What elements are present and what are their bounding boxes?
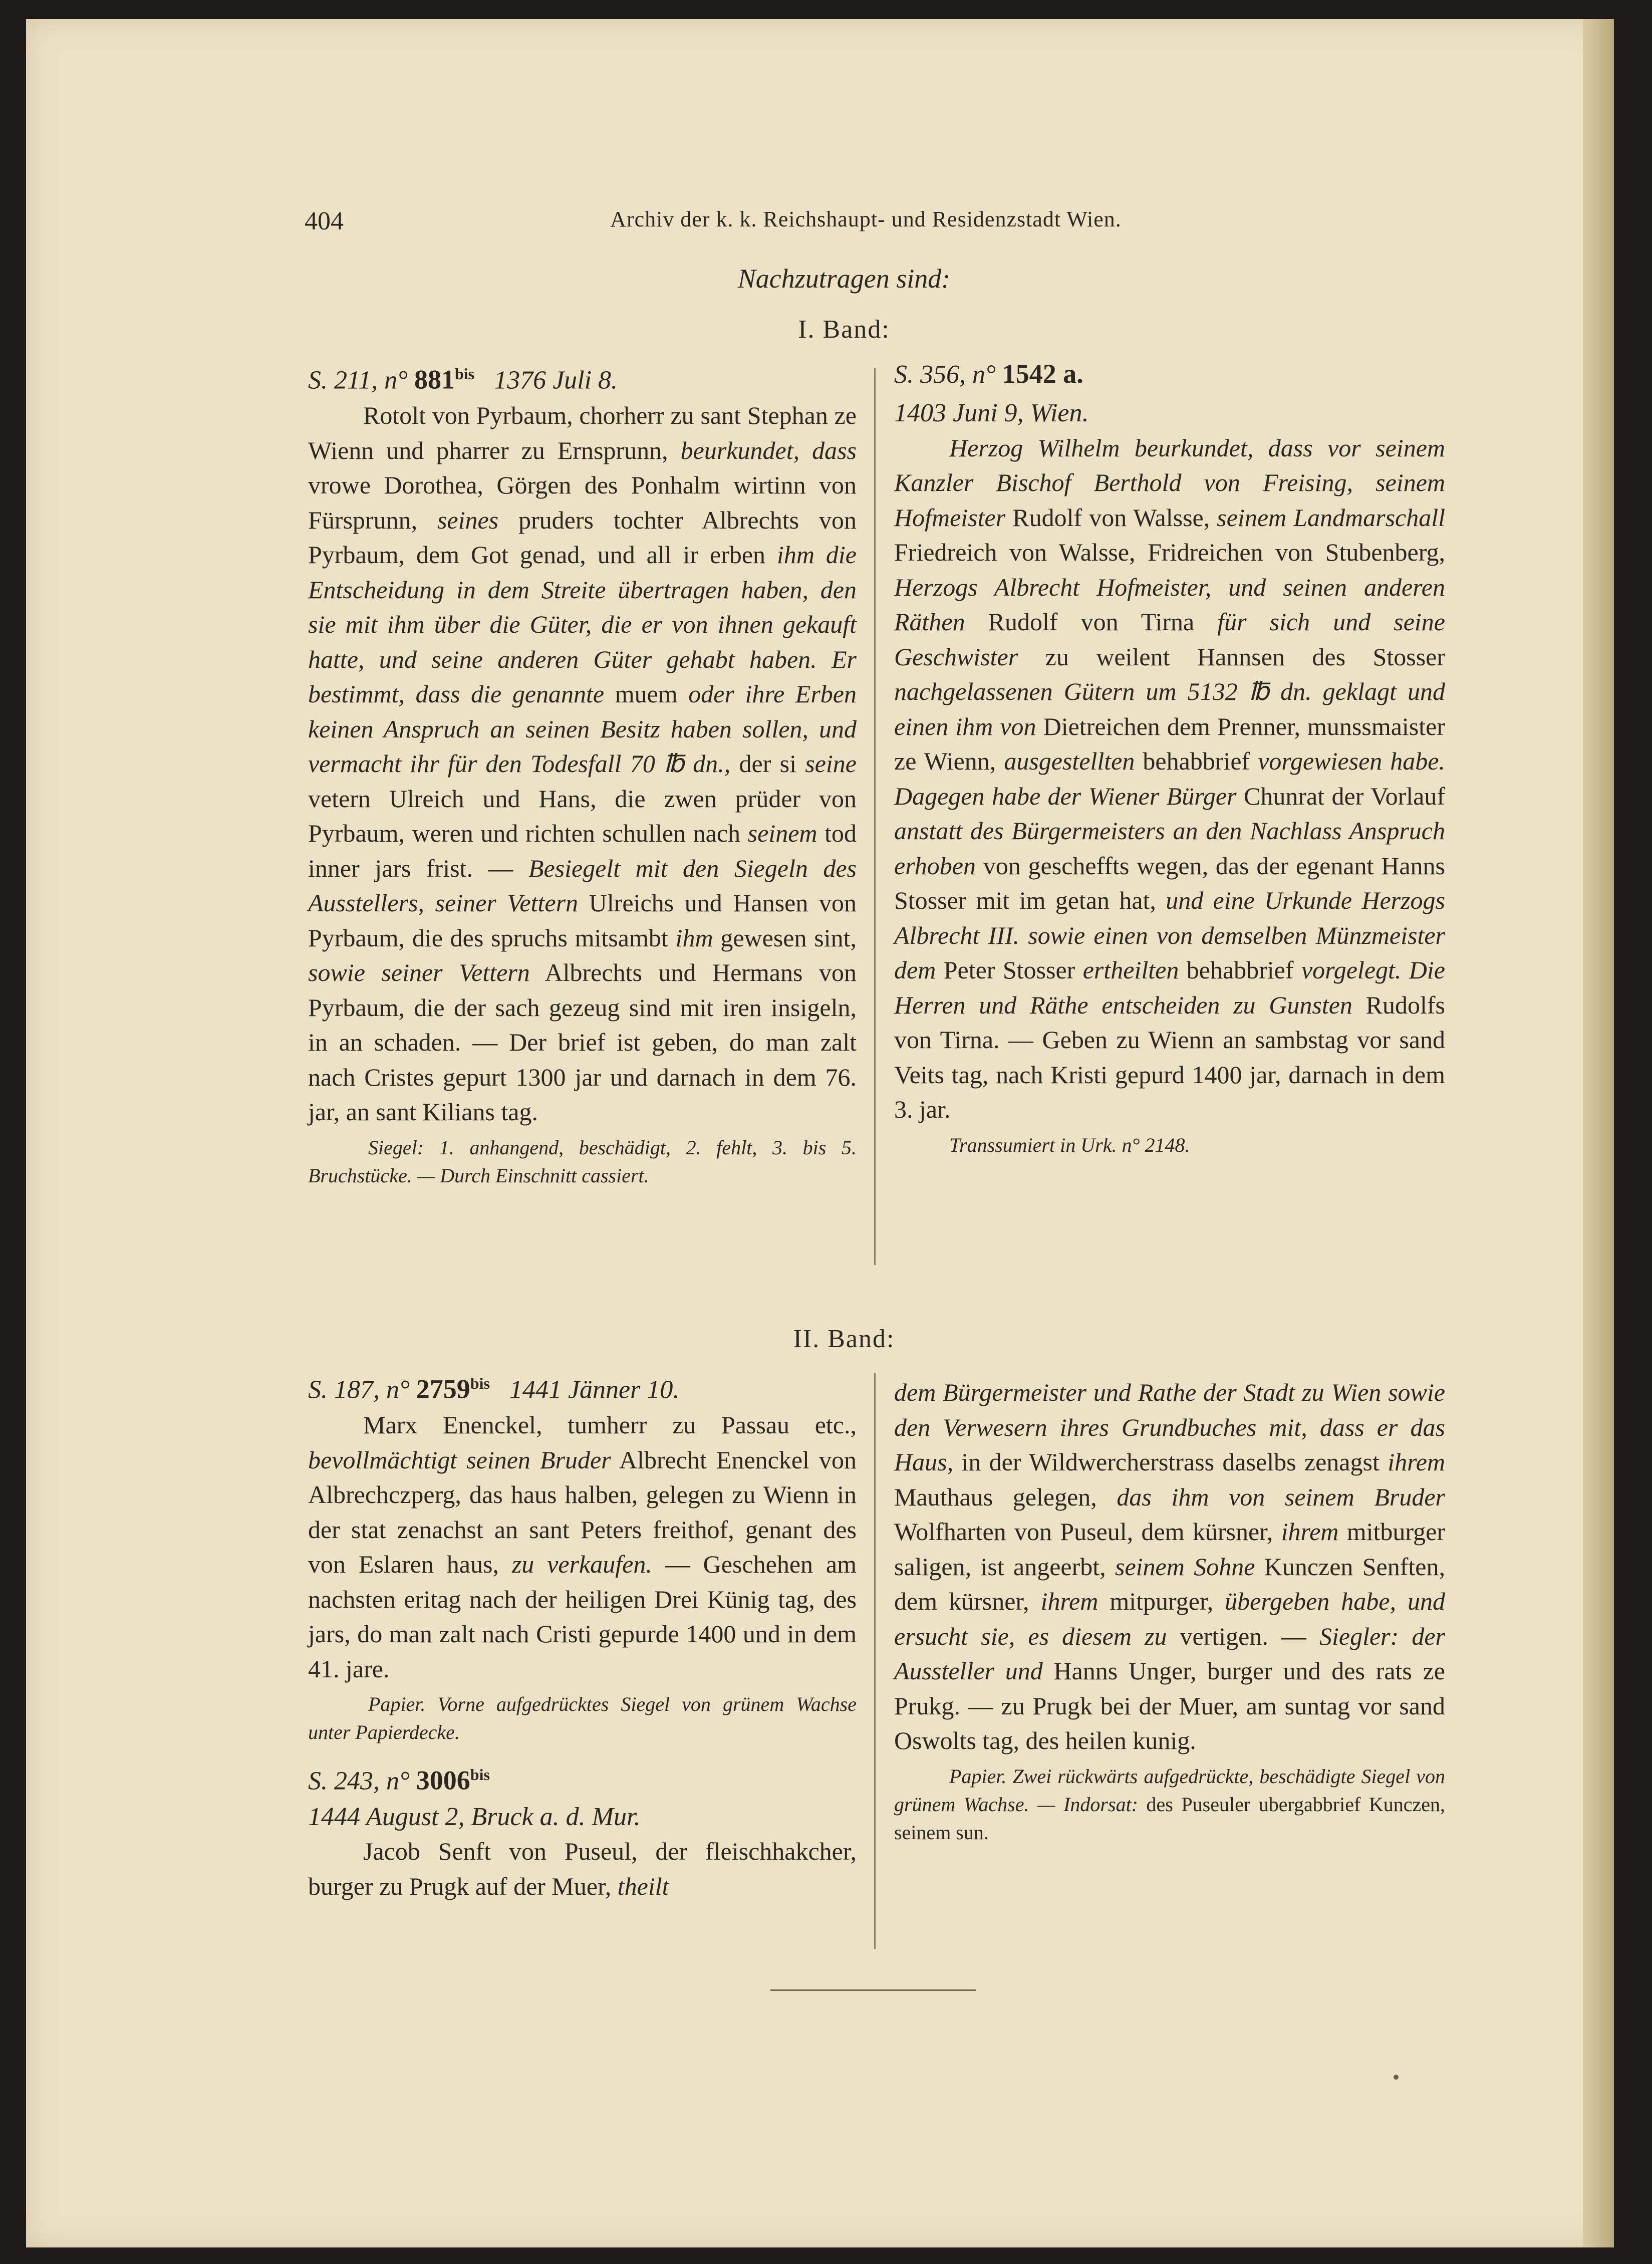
entry-suffix: bis xyxy=(470,1766,490,1784)
text-run: Papier. Zwei rückwärts aufgedrückte, beschädigte Siegel von grünem Wachse. — Indorsat: xyxy=(894,1765,1445,1816)
text-run: beurkundet, dass xyxy=(680,436,857,464)
page-header xyxy=(279,206,1453,241)
text-run: vetern Ulreich und Hans, die zwen prüder von Pyrbaum, weren und richten schullen nach xyxy=(308,784,857,848)
text-run: vrowe Dorothea, Görgen des Ponhalm wirtinn von Fürsprunn, xyxy=(308,471,857,534)
entry-body xyxy=(308,1408,857,1686)
text-run: Rudolf von Tirna xyxy=(965,608,1218,636)
entry-date: 1403 Juni 9, Wien. xyxy=(894,399,1089,427)
text-run: Ulreichs und Hansen von Pyrbaum, die des spruchs mitsambt xyxy=(308,889,857,952)
text-run: in der Wildwercherstrass daselbs zenagst xyxy=(953,1448,1388,1476)
text-run: seine xyxy=(805,749,857,778)
text-run: für sich und seine Geschwister xyxy=(894,608,1445,671)
entry-header xyxy=(894,356,1445,393)
running-head: Archiv der k. k. Reichshaupt- und Residenzstadt Wien. xyxy=(610,207,1122,231)
text-run: Hanns Unger, burger und des rats ze Prukg. — zu Prugk bei der Muer, am suntag vor sand Oswolts tag, des heilen kunig. xyxy=(894,1657,1445,1754)
text-run: anstatt des Bürgermeisters an den Nachlass Anspruch erhoben xyxy=(894,817,1445,880)
text-run: muem xyxy=(604,680,689,708)
column-divider xyxy=(874,368,876,1265)
text-run: Rotolt von Pyrbaum, chorherr zu sant Stephan ze Wienn und pharrer zu Ernsprunn, xyxy=(308,401,857,464)
text-run: bevollmächtigt seinen Bruder xyxy=(308,1445,611,1474)
text-run: seines xyxy=(437,506,499,534)
text-run: Kunczen Senften, dem kürsner, xyxy=(894,1552,1445,1615)
text-run: zu verkaufen. xyxy=(511,1550,652,1579)
text-run: Chunrat der Vorlauf xyxy=(1236,782,1445,810)
entry-header xyxy=(308,1756,857,1799)
band-1-left-column xyxy=(308,356,857,1190)
text-run: der si xyxy=(730,749,805,778)
text-run: ihrem xyxy=(1281,1518,1339,1546)
entry-header xyxy=(308,1365,857,1408)
entry-ref: S. 187, n° xyxy=(308,1375,410,1404)
entry-date: 1444 August 2, Bruck a. d. Mur. xyxy=(308,1802,641,1831)
text-run: tod inner jars frist. — xyxy=(308,819,857,882)
entry-body xyxy=(894,431,1445,1127)
section-title: Nachzutragen sind: xyxy=(737,264,951,294)
text-run: Wolfharten von Puseul, dem kürsner, xyxy=(894,1518,1281,1546)
text-run: Dietreichen dem Prenner, munssmaister ze Wienn, xyxy=(894,712,1445,775)
entry-note: Papier. Vorne aufgedrücktes Siegel von grünem Wachse unter Papierdecke. xyxy=(308,1693,857,1744)
text-run: ihrem xyxy=(1040,1587,1098,1615)
entry-number: 2759 xyxy=(416,1374,470,1404)
text-run: vorgewiesen habe. Dagegen habe der Wiener Bürger xyxy=(894,747,1445,810)
text-run: ertheilten xyxy=(1082,956,1179,984)
entry-ref: S. 243, n° xyxy=(308,1767,410,1796)
band-2-heading: II. Band: xyxy=(793,1325,895,1353)
entry-body-continued xyxy=(894,1375,1445,1758)
paper-speck xyxy=(1394,2075,1399,2080)
text-run: Marx Enenckel, tumherr zu Passau etc., xyxy=(363,1411,857,1439)
text-run: Jacob Senft von Puseul, der fleischhakcher, burger zu Prugk auf der Muer, xyxy=(308,1837,857,1900)
entry-body xyxy=(308,398,857,1130)
text-run: zu weilent Hannsen des Stosser xyxy=(1018,642,1445,671)
text-run: gewesen sint, xyxy=(713,923,857,952)
text-run: pruders tochter Albrechts von Pyrbaum, dem Got genad, und all ir erben xyxy=(308,506,857,569)
entry-note: Siegel: 1. anhangend, beschädigt, 2. fehlt, 3. bis 5. Bruchstücke. — Durch Einschnitt cassiert. xyxy=(308,1136,857,1187)
text-run: Peter Stosser xyxy=(936,956,1083,984)
entry-suffix: bis xyxy=(454,365,475,383)
band-1-right-column xyxy=(894,356,1445,1159)
entry-number: 3006 xyxy=(416,1765,470,1796)
text-run: — Geschehen am nachsten eritag nach der heiligen Drei Künig tag, des jars, do man zalt nach Cristi gepurde 1400 und in dem 41. jare. xyxy=(308,1550,857,1683)
text-run: dem Bürgermeister und Rathe der Stadt zu Wien sowie den Verwesern ihres Grundbuches mit, dass er das Haus, xyxy=(894,1378,1445,1476)
band-2-right-column xyxy=(894,1375,1445,1847)
text-run: vertigen. — xyxy=(1167,1622,1319,1650)
text-run: ihrem xyxy=(1388,1448,1445,1476)
text-run: von gescheffts wegen, das der egenant Hanns Stosser mit im getan hat, xyxy=(894,851,1445,914)
entry-suffix: bis xyxy=(470,1374,490,1392)
entry-number: 1542 a. xyxy=(1002,359,1083,389)
text-run: vorgelegt. Die Herren und Räthe entscheiden zu Gunsten xyxy=(894,956,1445,1019)
text-run: des Puseuler ubergabbrief Kunczen, seinem sun. xyxy=(894,1793,1445,1844)
text-run: ihm die Entscheidung in dem Streite übertragen haben, den sie mit ihm über die Güter, die er von ihnen gekauft hatte, und seine anderen Güter gehabt haben. Er bestimmt, dass die genannte xyxy=(308,541,857,708)
text-run: mitpurger, xyxy=(1098,1587,1225,1615)
text-run: nachgelassenen Gütern um 5132 ℔ dn. geklagt und einen ihm von xyxy=(894,677,1445,740)
text-run: seinem Landmarschall xyxy=(1217,503,1446,532)
text-run: ihm xyxy=(675,923,713,952)
text-run: Friedreich von Walsse, Fridreichen von Stubenberg, xyxy=(894,538,1445,566)
text-run: Herzogs Albrecht Hofmeister, und seinen anderen Räthen xyxy=(894,573,1445,636)
entry-ref: S. 356, n° xyxy=(894,360,996,389)
entry-date: 1376 Juli 8. xyxy=(494,366,618,395)
text-run: übergeben habe, und ersucht sie, es diesem zu xyxy=(894,1587,1446,1650)
text-run: ausgestellten xyxy=(1004,747,1135,775)
book-spine-shadow xyxy=(1583,19,1614,2247)
text-run: behabbrief xyxy=(1179,956,1301,984)
text-run: Rudolfs von Tirna. — Geben zu Wienn an sambstag vor sand Veits tag, nach Kristi gepurd 1400 jar, darnach in dem 3. jar. xyxy=(894,990,1445,1123)
text-run: sowie seiner Vettern xyxy=(308,958,530,987)
text-run: seinem xyxy=(747,819,817,848)
entry-date: 1441 Jänner 10. xyxy=(509,1375,680,1404)
text-run: Mauthaus gelegen, xyxy=(894,1482,1117,1511)
entry-note xyxy=(894,1763,1445,1847)
text-run: Besiegelt mit den Siegeln des Ausstellers, seiner Vettern xyxy=(308,854,857,917)
end-rule xyxy=(770,1989,976,1991)
text-run: das ihm von seinem Bruder xyxy=(1117,1482,1445,1511)
entry-ref: S. 211, n° xyxy=(308,366,408,395)
page-number: 404 xyxy=(305,207,344,235)
band-1-heading: I. Band: xyxy=(798,315,890,344)
text-run: Siegler: der Aussteller und xyxy=(894,1622,1445,1685)
text-run: Albrechts und Hermans von Pyrbaum, die der sach gezeug sind mit iren insigeln, in an schaden. — Der brief ist geben, do man zalt nach Cristes gepurt 1300 jar und darnach in dem 76. jar, an sant Kilians tag. xyxy=(308,958,857,1126)
entry-number: 881 xyxy=(414,364,455,395)
text-run: oder ihre Erben keinen Anspruch an seinen Besitz haben sollen, und vermacht ihr für den Todesfall 70 ℔ dn., xyxy=(308,680,857,778)
text-run: und eine Urkunde Herzogs Albrecht III. sowie einen von demselben Münzmeister dem xyxy=(894,886,1446,984)
text-run: behabbrief xyxy=(1135,747,1258,775)
entry-header xyxy=(308,356,857,398)
text-run: mitburger saligen, ist angeerbt, xyxy=(894,1518,1446,1581)
text-run: seinem Sohne xyxy=(1115,1552,1255,1581)
text-run: Rudolf von Walsse, xyxy=(1005,503,1217,532)
text-run: theilt xyxy=(617,1872,669,1900)
column-divider xyxy=(874,1373,876,1949)
text-run: Herzog Wilhelm beurkundet, dass vor seinem Kanzler Bischof Berthold von Freising, seinem Hofmeister xyxy=(894,433,1445,532)
text-run: Albrecht Enenckel von Albrechczperg, das haus halben, gelegen zu Wienn in der stat zenachst an sant Peters freithof, genant des von Eslaren haus, xyxy=(308,1445,857,1579)
entry-note: Transsumiert in Urk. n° 2148. xyxy=(949,1133,1190,1156)
entry-body xyxy=(308,1834,857,1904)
band-2-left-column xyxy=(308,1365,857,1904)
